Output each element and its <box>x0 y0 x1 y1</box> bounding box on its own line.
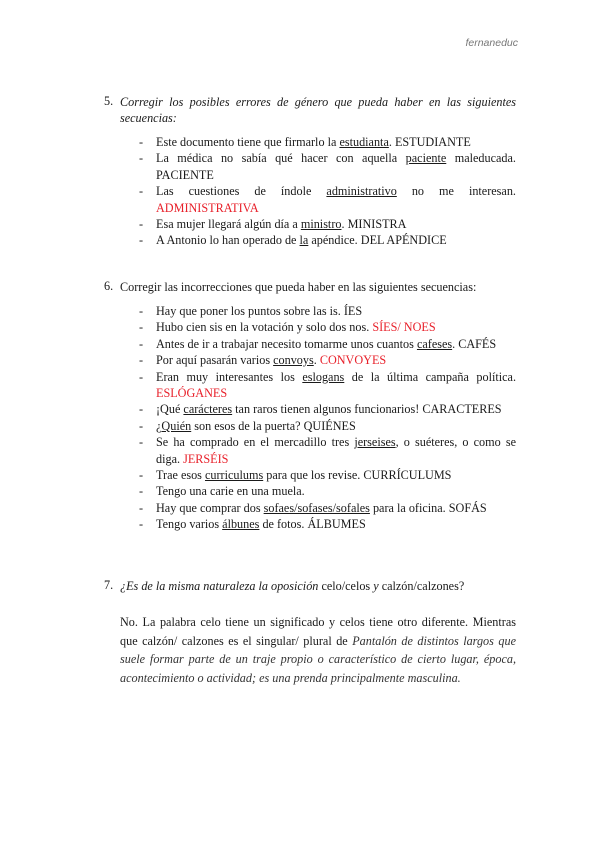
item-correction: MINISTRA <box>347 217 407 232</box>
item-list <box>104 303 516 533</box>
list-item <box>104 401 516 417</box>
item-error-word: administrativo <box>326 184 397 199</box>
item-error-word: cafeses <box>416 336 453 351</box>
question-term: celo/celos <box>321 579 371 593</box>
item-text: tan raros tienen algunos funcionarios! <box>232 402 423 417</box>
list-item <box>104 183 516 216</box>
list-item <box>104 418 516 434</box>
item-error-word: carácteres <box>183 402 233 417</box>
item-text: para la oficina. <box>369 500 449 515</box>
answer-paragraph <box>120 613 516 687</box>
item-text: de la última campaña política. <box>344 369 516 384</box>
item-correction: SOFÁS <box>448 500 487 515</box>
item-error-word: eslogans <box>302 369 345 384</box>
item-correction: ADMINISTRATIVA <box>156 200 259 215</box>
list-item <box>104 516 516 532</box>
section-question <box>120 578 516 594</box>
item-correction: ÁLBUMES <box>307 517 366 532</box>
item-text: de fotos. <box>259 517 308 532</box>
section-number: 5. <box>104 94 114 108</box>
item-text: para que los revise. <box>263 468 364 483</box>
question-term: calzón/calzones <box>381 579 459 593</box>
item-correction: DEL APÉNDICE <box>360 233 447 248</box>
item-correction: ESTUDIANTE <box>394 135 471 149</box>
answer-text: No. La palabra celo tiene un significado y celos tiene otro diferente. Mientras que calzón/ calzones es el singular/ plural de <box>120 615 516 648</box>
item-text: Las cuestiones de índole <box>156 184 327 199</box>
section-6 <box>104 279 516 533</box>
item-correction: CAFÉS <box>458 336 497 351</box>
list-item <box>104 303 516 319</box>
item-error-word: álbunes <box>222 517 260 532</box>
author-header: fernaneduc <box>465 37 518 49</box>
item-correction: JERSÉIS <box>183 451 229 466</box>
item-text: Antes de ir a trabajar necesito tomarme unos cuantos <box>156 336 417 351</box>
section-7 <box>104 578 516 687</box>
item-error-word: la <box>299 233 309 248</box>
item-error-word: curriculums <box>204 468 264 483</box>
item-text: apéndice. <box>308 233 361 248</box>
answer-definition: Pantalón de distintos largos que suele formar parte de un traje propio o característico de cierto lugar, época, acontecimiento o actividad; es una prenda principalmente masculina. <box>120 633 516 685</box>
item-text: La médica no sabía qué hacer con aquella <box>156 151 406 166</box>
item-correction: QUIÉNES <box>303 418 356 433</box>
item-correction: CARACTERES <box>422 402 502 417</box>
item-text: Por aquí pasarán varios <box>156 353 274 368</box>
list-item <box>104 483 516 499</box>
item-error-word: jerseises <box>354 435 396 450</box>
item-text: Tengo una carie en una muela. <box>156 484 305 499</box>
section-number: 6. <box>104 279 114 293</box>
item-error-word: sofaes/sofases/sofales <box>263 500 370 515</box>
question-mark: ? <box>458 579 465 593</box>
item-correction: CURRÍCULUMS <box>363 468 452 483</box>
list-item <box>104 150 516 183</box>
section-question: Corregir las incorrecciones que pueda haber en las siguientes secuencias: <box>120 280 477 294</box>
item-text: Este documento tiene que firmarlo la <box>156 135 340 149</box>
item-correction: SÍES/ NOES <box>372 320 436 335</box>
section-5 <box>104 94 516 249</box>
item-text: Esa mujer llegará algún día a <box>156 217 301 232</box>
item-text: Hay que comprar dos <box>156 500 264 515</box>
item-text: no me interesan. <box>396 184 516 199</box>
item-text: . <box>452 336 459 351</box>
item-text: maleducada. <box>446 151 516 166</box>
list-item <box>104 336 516 352</box>
item-text: Trae esos <box>156 468 205 483</box>
list-item <box>104 232 516 248</box>
list-item <box>104 434 516 467</box>
item-correction: CONVOYES <box>319 353 387 368</box>
item-text: Se ha comprado en el mercadillo tres <box>156 435 355 450</box>
list-item <box>104 467 516 483</box>
item-text: Hay que poner los puntos sobre las is. <box>156 304 344 318</box>
list-item <box>104 500 516 516</box>
item-list <box>104 134 516 249</box>
question-text: ¿Es de la misma naturaleza la oposición <box>120 579 322 593</box>
item-error-word: paciente <box>405 151 447 166</box>
list-item <box>104 352 516 368</box>
list-item <box>104 216 516 232</box>
item-text: Eran muy interesantes los <box>156 369 303 384</box>
item-error-word: ministro <box>300 217 342 232</box>
item-text: A Antonio lo han operado de <box>156 233 300 248</box>
item-text: . <box>313 353 320 368</box>
item-correction: ÍES <box>343 304 363 318</box>
item-text: , o suéteres, o como se diga. <box>156 435 516 466</box>
item-error-word: estudianta <box>339 135 389 149</box>
item-correction: ESLÓGANES <box>156 386 228 401</box>
item-text: son esos de la puerta? <box>191 418 304 433</box>
item-text: . <box>341 217 348 232</box>
item-error-word: convoys <box>273 353 314 368</box>
question-text: y <box>370 579 382 593</box>
list-item <box>104 134 516 150</box>
item-text: Tengo varios <box>156 517 223 532</box>
section-number: 7. <box>104 578 114 592</box>
section-question: Corregir los posibles errores de género que pueda haber en las siguientes secuencias: <box>120 95 516 125</box>
list-item <box>104 319 516 335</box>
item-correction: PACIENTE <box>156 167 214 182</box>
item-text: Hubo cien sis en la votación y solo dos nos. <box>156 320 373 335</box>
item-error-word: Quién <box>161 418 192 433</box>
item-text: ¡Qué <box>156 402 184 417</box>
item-text: ¿ <box>156 418 162 433</box>
item-text: . <box>388 135 395 149</box>
list-item <box>104 369 516 402</box>
